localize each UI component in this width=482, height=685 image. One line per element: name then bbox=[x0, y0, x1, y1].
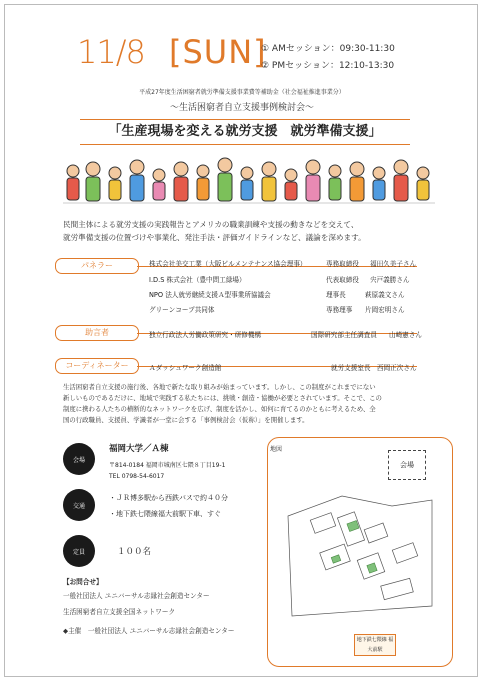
panel-name: 片岡宏明さん bbox=[365, 306, 405, 314]
panel-role: 理事長 bbox=[326, 291, 346, 299]
contact-org: 一般社団法人 ユニバーサル志縁社会創造センター bbox=[63, 592, 210, 600]
map-venue-tag: 会場 bbox=[388, 450, 426, 480]
host-line: ◆主催 一般社団法人 ユニバーサル志縁社会創造センター bbox=[63, 627, 235, 635]
capacity-value: １００名 bbox=[117, 547, 152, 557]
event-day: [SUN] bbox=[169, 33, 267, 71]
intro-line: 民間主体による就労支援の実践報告とアメリカの職業訓練や支援の動きなどを交えて、 bbox=[63, 220, 359, 229]
paragraph-line: 生活困窮者自立支援の施行後、各地で新たな取り組みが始まっています。しかし、この制度がこれまでにない bbox=[63, 383, 376, 391]
panel-org: NPO 法人就労継続支援Ａ型事業所協議会 bbox=[149, 291, 271, 299]
coordinator-label: コーディネーター bbox=[55, 358, 139, 374]
access-line: ・ＪＲ博多駅から西鉄バスで約４０分 bbox=[109, 494, 228, 502]
coordinator-name: 西岡正次さん bbox=[377, 364, 417, 372]
venue-name: 福岡大学／Ａ棟 bbox=[109, 444, 169, 454]
panel-org: I.D.S 株式会社（豊中問工緑場） bbox=[149, 276, 246, 284]
panel-name: 宍戸義勝さん bbox=[370, 276, 410, 284]
paragraph-line: 制度に携わる人たちの横断的なネットワークを広げ、制度を活かし、如何に育てるのかともに考えるため、全 bbox=[63, 405, 376, 413]
subtitle: 〜生活困窮者自立支援事例検討会〜 bbox=[169, 103, 314, 113]
people-illustration bbox=[63, 151, 435, 211]
intro-line: 就労準備支援の位置づけや事業化、発注手法・評価ガイドラインなど、議論を深めます。 bbox=[63, 233, 366, 242]
panel-org: グリーンコープ共同体 bbox=[149, 306, 215, 314]
panel-role: 代表取締役 bbox=[326, 276, 359, 284]
paragraph-line: 新しいものであるだけに、地域で実践する私たちには、挑戦・創造・協働が必要とされています。そこで、この bbox=[63, 394, 382, 402]
panel-name: 萩原義文さん bbox=[365, 291, 405, 299]
paragraph-line: 国の行政職員、支援員、学識者が一堂に会する「事例検討会（仮称）」を開催します。 bbox=[63, 416, 309, 424]
panel-org: 株式会社美交工業（大阪ビルメンテナンス協会理事） bbox=[149, 260, 307, 268]
event-date: 11/8 bbox=[77, 33, 145, 71]
session-am: ① AMセッション：09:30-11:30 bbox=[261, 44, 395, 54]
venue-badge: 会場 bbox=[63, 443, 95, 475]
grant-line: 平成27年度生活困窮者就労準備支援事業費等補助金（社会福祉推進事業分） bbox=[139, 89, 345, 96]
advisor-org: 独立行政法人労働政策研究・研修機構 bbox=[149, 331, 262, 339]
panel-role: 専務理事 bbox=[326, 306, 353, 314]
coordinator-role: 就労支援室長 bbox=[331, 364, 371, 372]
campus-map bbox=[282, 486, 438, 626]
map-label: 地図 bbox=[270, 446, 283, 453]
venue-address: 〒814-0184 福岡市城南区七隈８丁目19-1 bbox=[109, 462, 226, 469]
access-badge: 交通 bbox=[63, 489, 95, 521]
session-pm: ② PMセッション：12:10-13:30 bbox=[261, 61, 395, 71]
access-line: ・地下鉄七隈線福大前駅下車、すぐ bbox=[109, 510, 221, 518]
body-paragraph bbox=[63, 382, 435, 426]
panel-name: 福田久美子さん bbox=[370, 260, 417, 268]
contact-heading: 【お問合せ】 bbox=[63, 578, 103, 586]
advisor-role: 国際研究部主任調査員 bbox=[311, 331, 377, 339]
intro-text bbox=[63, 218, 443, 244]
advisor-name: 山崎憲さん bbox=[389, 331, 422, 339]
capacity-badge: 定員 bbox=[63, 535, 95, 567]
station-tag: 地下鉄七隈線 福大前駅 bbox=[354, 634, 396, 656]
contact-network: 生活困窮者自立支援全国ネットワーク bbox=[63, 608, 176, 616]
coordinator-org: Ａダッシュワーク創造館 bbox=[149, 364, 222, 372]
venue-tel: TEL 0798-54-6017 bbox=[109, 473, 165, 480]
flyer-page bbox=[4, 4, 478, 677]
map-panel bbox=[267, 437, 453, 667]
panel-role: 専務取締役 bbox=[326, 260, 359, 268]
page-title: 「生産現場を変える就労支援 就労準備支援」 bbox=[80, 119, 410, 145]
advisor-label: 助言者 bbox=[55, 325, 139, 341]
panel-label: パネラー bbox=[55, 258, 139, 274]
